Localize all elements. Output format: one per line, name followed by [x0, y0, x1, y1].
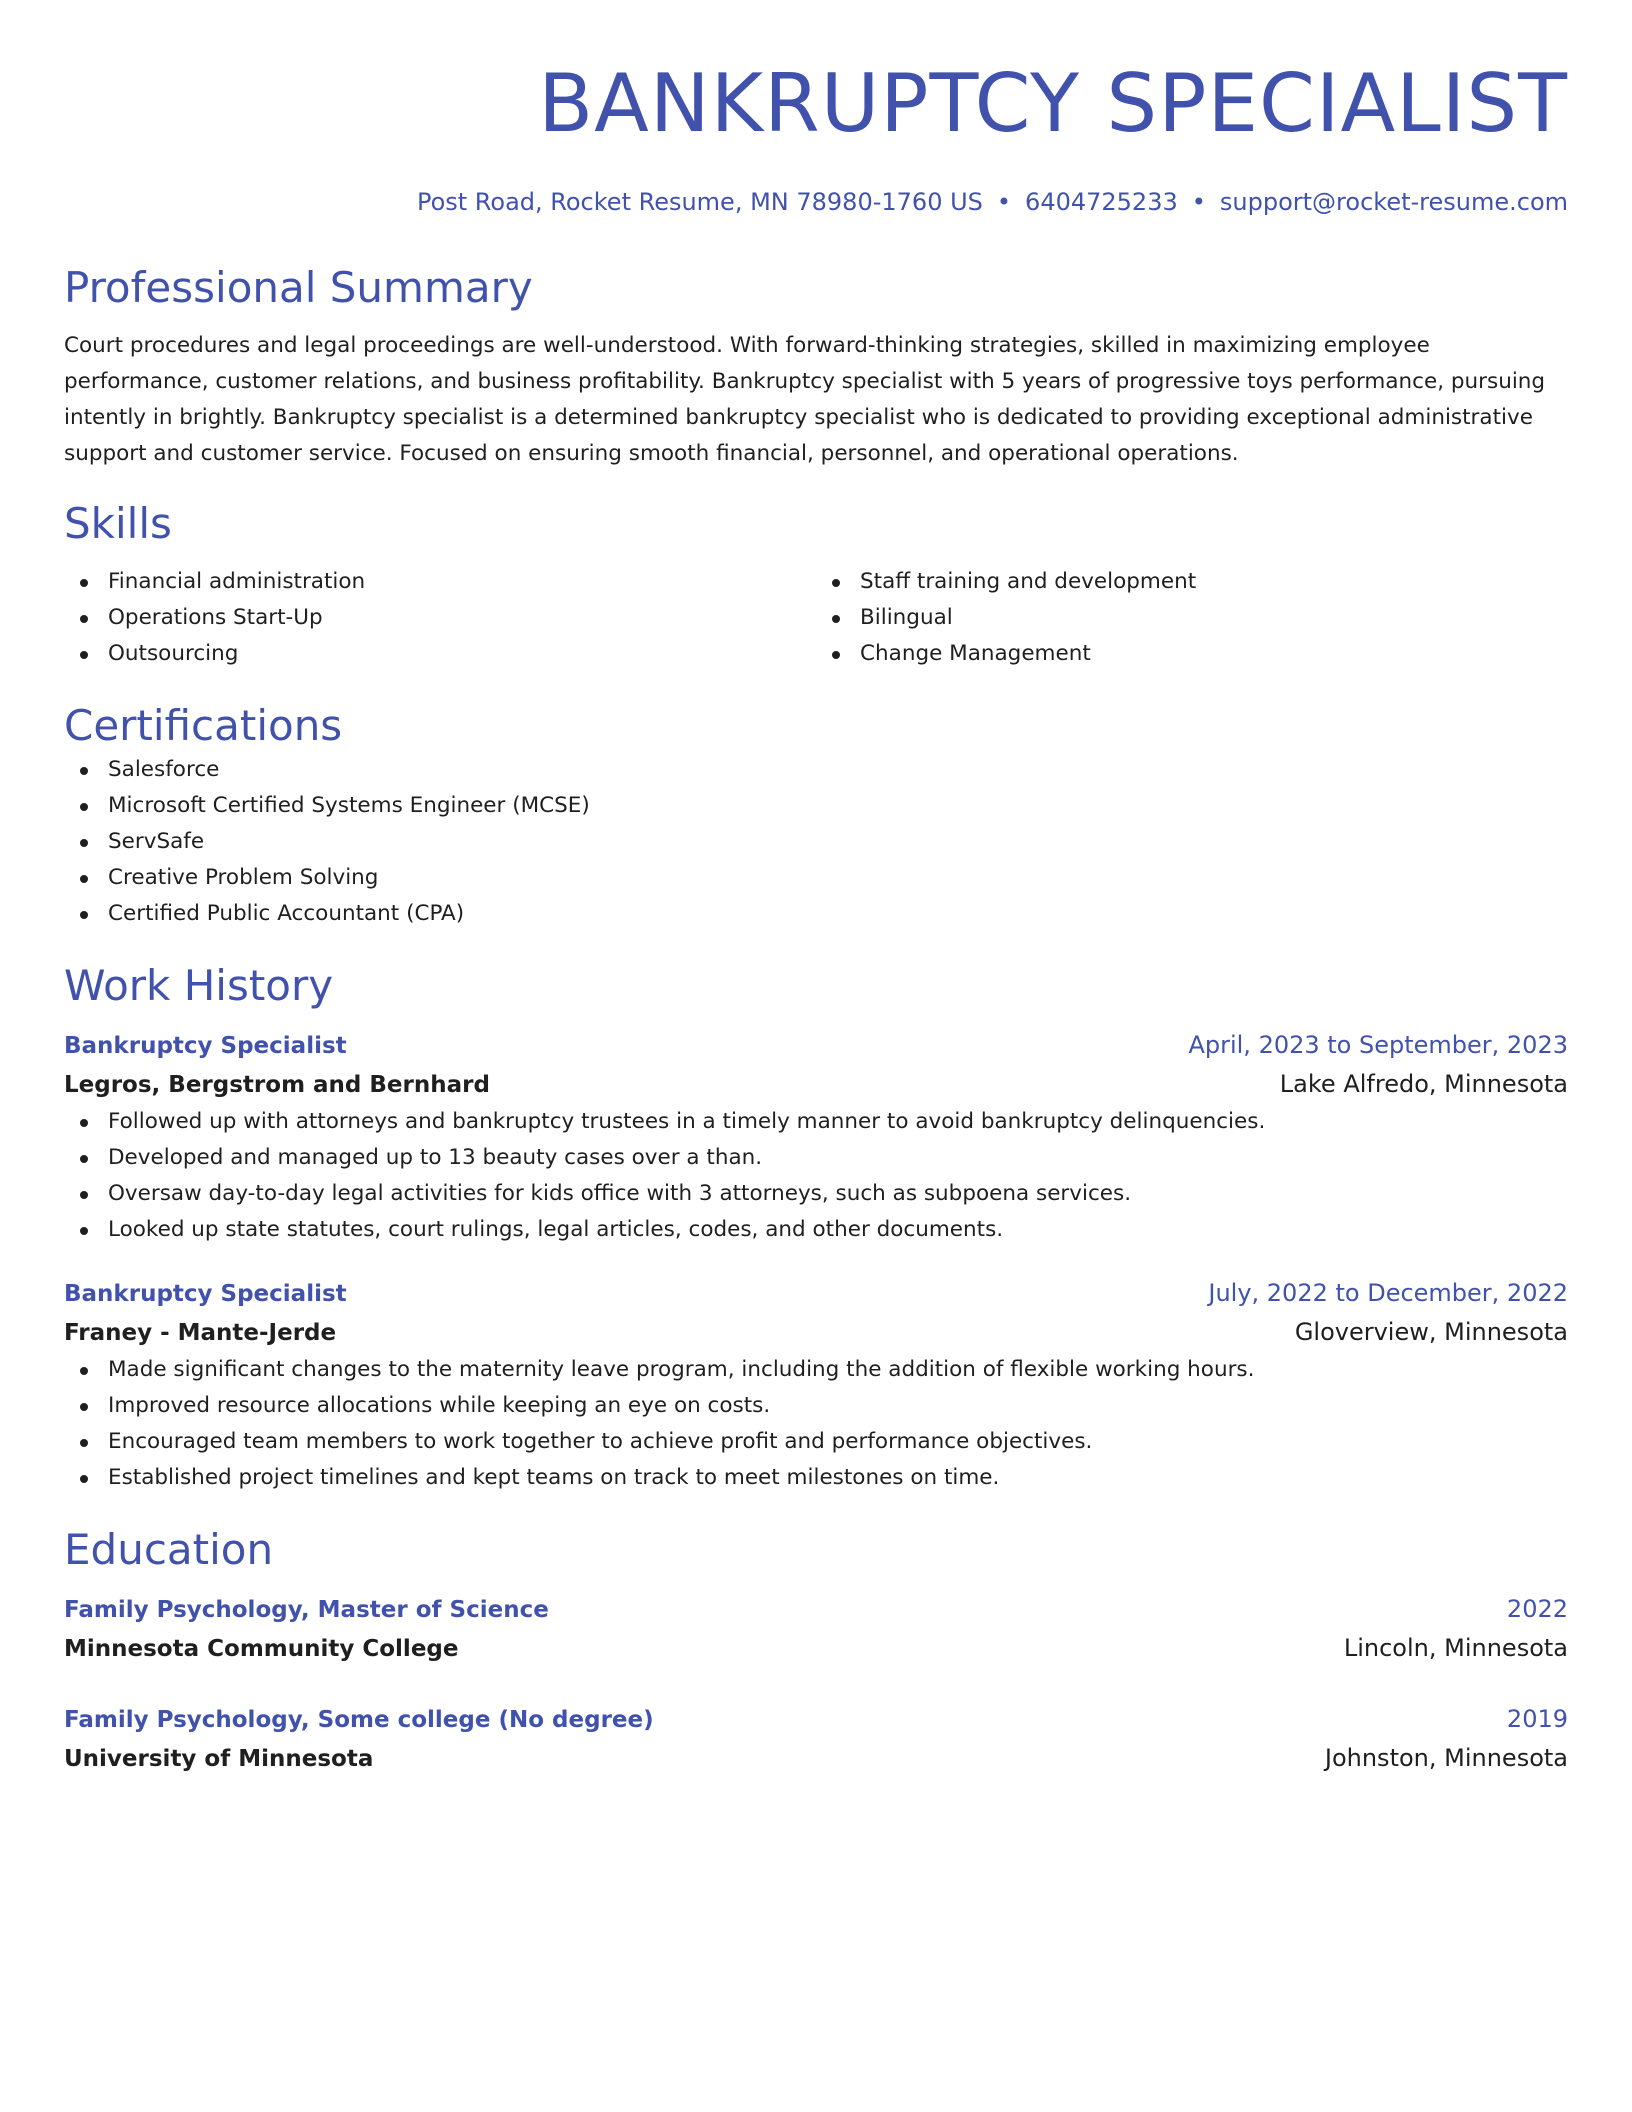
work-history-heading: Work History	[64, 961, 334, 1010]
job-title: Bankruptcy Specialist	[64, 1281, 347, 1307]
contact-email: support@rocket-resume.com	[1219, 188, 1568, 216]
education-header-row	[64, 1700, 1568, 1739]
job-company: Franey - Mante-Jerde	[64, 1320, 337, 1346]
education-year: 2022	[1506, 1595, 1568, 1623]
job-header-row	[64, 1026, 1568, 1065]
skill-item	[816, 636, 1568, 672]
job-duty	[64, 1460, 1568, 1496]
certification-label: Salesforce	[108, 757, 220, 782]
skill-label: Financial administration	[108, 569, 366, 594]
education-school: Minnesota Community College	[64, 1636, 459, 1662]
bullet-icon	[80, 1439, 88, 1447]
skill-item	[816, 564, 1568, 600]
skills-list-right	[816, 564, 1568, 672]
job-duties-list	[64, 1352, 1568, 1496]
bullet-icon	[80, 803, 88, 811]
job-duty-text: Developed and managed up to 13 beauty cases over a than.	[108, 1145, 763, 1170]
bullet-icon	[80, 1191, 88, 1199]
bullet-icon	[80, 911, 88, 919]
certifications-list	[64, 752, 1568, 932]
job-duty	[64, 1424, 1568, 1460]
summary-text: Court procedures and legal proceedings are well-understood. With forward-thinking strategies, skilled in maximizing employee performance, customer relations, and business profitability. Bankruptcy specialist with 5 years of progressive toys performance, pursuing intently in brightly. Bankruptcy specialist is a determined bankruptcy specialist who is dedicated to providing exceptional administrative support and customer service. Focused on ensuring smooth financial, personnel, and operational operations.	[64, 333, 1546, 466]
education-location: Lincoln, Minnesota	[1343, 1634, 1568, 1662]
job-entry	[64, 1026, 1568, 1248]
job-duty	[64, 1212, 1568, 1248]
job-duty	[64, 1140, 1568, 1176]
job-duty-text: Improved resource allocations while keeping an eye on costs.	[108, 1393, 771, 1418]
education-location: Johnston, Minnesota	[1324, 1744, 1568, 1772]
education-header-row	[64, 1590, 1568, 1629]
job-dates: April, 2023 to September, 2023	[1188, 1031, 1568, 1059]
summary-heading: Professional Summary	[64, 263, 533, 312]
job-location: Gloverview, Minnesota	[1294, 1318, 1568, 1346]
education-degree: Family Psychology, Master of Science	[64, 1597, 549, 1623]
skill-label: Bilingual	[860, 605, 953, 630]
certifications-heading: Certifications	[64, 701, 343, 750]
bullet-icon	[80, 1119, 88, 1127]
job-duty	[64, 1388, 1568, 1424]
bullet-icon	[832, 615, 840, 623]
job-duty	[64, 1352, 1568, 1388]
skill-label: Staff training and development	[860, 569, 1197, 594]
contact-phone: 6404725233	[1025, 188, 1178, 216]
skills-grid	[64, 564, 1568, 672]
job-title: Bankruptcy Specialist	[64, 1033, 347, 1059]
bullet-icon	[80, 767, 88, 775]
bullet-icon	[80, 875, 88, 883]
contact-address: Post Road, Rocket Resume, MN 78980-1760 US	[416, 188, 983, 216]
skill-item	[64, 636, 816, 672]
skill-label: Change Management	[860, 641, 1091, 666]
skills-heading: Skills	[64, 499, 172, 548]
certification-item	[64, 860, 1568, 896]
bullet-icon	[80, 1367, 88, 1375]
bullet-icon	[80, 1403, 88, 1411]
skill-label: Outsourcing	[108, 641, 239, 666]
education-heading: Education	[64, 1525, 274, 1574]
contact-separator: •	[1191, 188, 1206, 216]
education-entry	[64, 1590, 1568, 1668]
bullet-icon	[832, 651, 840, 659]
contact-line	[64, 186, 1568, 218]
education-entry	[64, 1700, 1568, 1778]
job-location: Lake Alfredo, Minnesota	[1279, 1070, 1568, 1098]
skill-item	[64, 564, 816, 600]
certification-label: Certified Public Accountant (CPA)	[108, 901, 465, 926]
education-year: 2019	[1506, 1705, 1568, 1733]
job-duty	[64, 1104, 1568, 1140]
certification-label: Microsoft Certified Systems Engineer (MCSE)	[108, 793, 590, 818]
job-header-row	[64, 1274, 1568, 1313]
bullet-icon	[80, 651, 88, 659]
bullet-icon	[80, 839, 88, 847]
resume-name: BANKRUPTCY SPECIALIST	[538, 57, 1568, 150]
job-duty-text: Established project timelines and kept teams on track to meet milestones on time.	[108, 1465, 1000, 1490]
job-duty-text: Followed up with attorneys and bankruptcy trustees in a timely manner to avoid bankruptcy delinquencies.	[108, 1109, 1266, 1134]
job-duty-text: Encouraged team members to work together to achieve profit and performance objectives.	[108, 1429, 1093, 1454]
education-school: University of Minnesota	[64, 1746, 374, 1772]
bullet-icon	[80, 615, 88, 623]
education-degree: Family Psychology, Some college (No degree)	[64, 1707, 654, 1733]
education-school-row	[64, 1739, 1568, 1778]
bullet-icon	[80, 579, 88, 587]
bullet-icon	[832, 579, 840, 587]
certification-label: Creative Problem Solving	[108, 865, 379, 890]
certification-item	[64, 752, 1568, 788]
job-entry	[64, 1274, 1568, 1496]
job-dates: July, 2022 to December, 2022	[1208, 1279, 1568, 1307]
job-duty	[64, 1176, 1568, 1212]
bullet-icon	[80, 1475, 88, 1483]
job-company: Legros, Bergstrom and Bernhard	[64, 1072, 490, 1098]
certification-item	[64, 896, 1568, 932]
job-duty-text: Looked up state statutes, court rulings, legal articles, codes, and other documents.	[108, 1217, 1004, 1242]
skills-list-left	[64, 564, 816, 672]
job-duties-list	[64, 1104, 1568, 1248]
skill-item	[816, 600, 1568, 636]
bullet-icon	[80, 1227, 88, 1235]
bullet-icon	[80, 1155, 88, 1163]
skill-label: Operations Start-Up	[108, 605, 323, 630]
job-duty-text: Oversaw day-to-day legal activities for kids office with 3 attorneys, such as subpoena services.	[108, 1181, 1132, 1206]
skills-column-left	[64, 564, 816, 672]
certification-item	[64, 824, 1568, 860]
skills-column-right	[816, 564, 1568, 672]
certification-label: ServSafe	[108, 829, 205, 854]
certification-item	[64, 788, 1568, 824]
skill-item	[64, 600, 816, 636]
job-company-row	[64, 1313, 1568, 1352]
contact-separator: •	[996, 188, 1012, 216]
job-duty-text: Made significant changes to the maternity leave program, including the addition of flexible working hours.	[108, 1357, 1255, 1382]
job-company-row	[64, 1065, 1568, 1104]
education-school-row	[64, 1629, 1568, 1668]
